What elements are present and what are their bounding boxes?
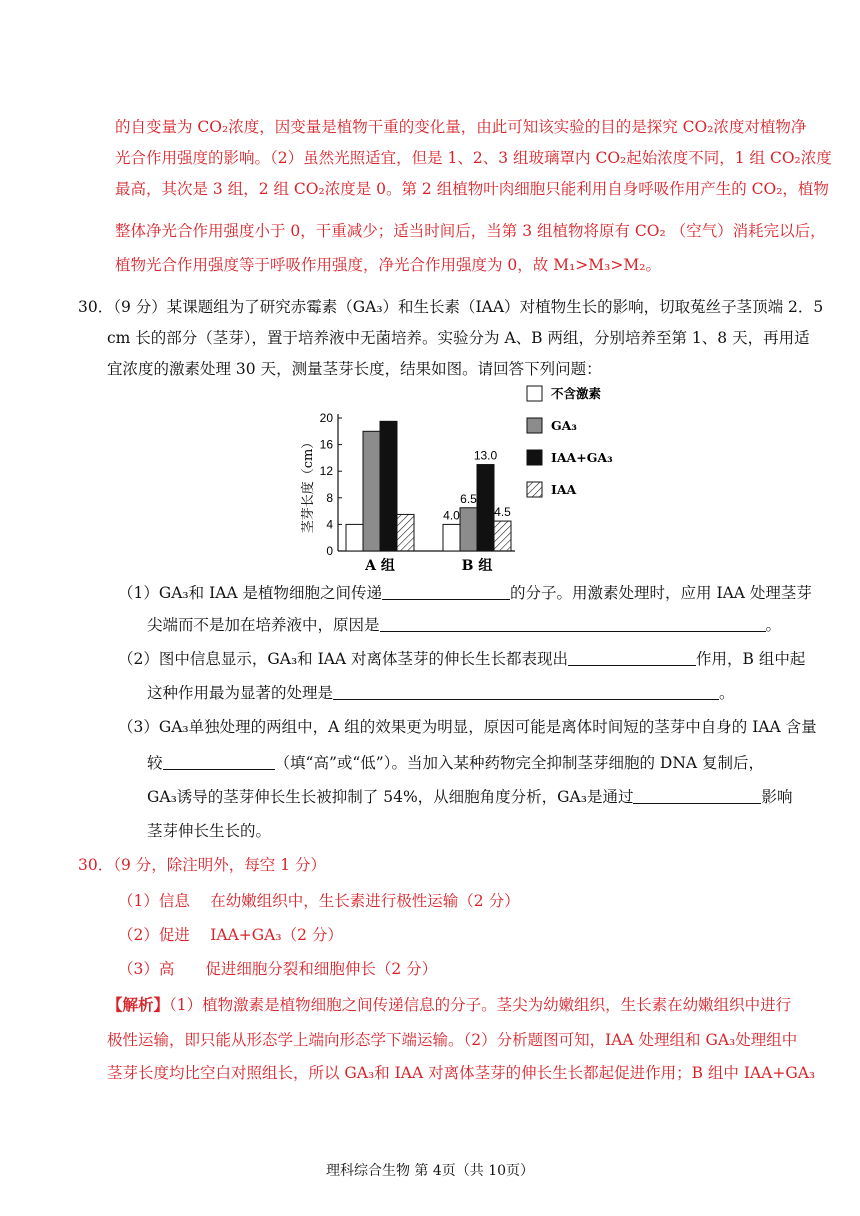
x-category-label: A 组 [365, 558, 395, 574]
q3-blank-2[interactable] [633, 788, 761, 804]
q3-text-c: （填“高”或“低”）。当加入某种药物完全抑制茎芽细胞的 DNA 复制后， [274, 754, 765, 772]
bar-b-0 [443, 524, 460, 551]
question-line-1: 30．（9 分）某课题组为了研究赤霉素（GA₃）和生长素（IAA）对植物生长的影响，切取菟丝子茎顶端 2．5 [78, 298, 824, 316]
bar-a-3 [397, 514, 414, 551]
y-tick-label: 20 [319, 411, 333, 425]
bar-a-0 [346, 524, 363, 551]
legend-swatch [527, 482, 542, 497]
answer-3: （3）高 促进细胞分裂和细胞伸长（2 分） [118, 960, 438, 978]
q1-text-b: 的分子。用激素处理时，应用 IAA 处理茎芽 [510, 584, 812, 602]
question-line-2: cm 长的部分（茎芽），置于培养液中无菌培养。实验分为 A、B 两组，分别培养至第 1、8 天，再用适 [107, 329, 810, 347]
legend-label: GA₃ [551, 418, 577, 433]
question-line-3: 宜浓度的激素处理 30 天，测量茎芽长度，结果如图。请回答下列问题： [107, 360, 602, 378]
q3-text-d: GA₃诱导的茎芽伸长生长被抑制了 54%，从细胞角度分析，GA₃是通过 [147, 788, 634, 806]
q1-blank-1[interactable] [382, 584, 510, 600]
x-category-label: B 组 [461, 558, 493, 574]
bar-a-2 [380, 421, 397, 551]
q3-text-b: 较 [147, 754, 163, 772]
q3-blank-1[interactable] [163, 754, 275, 770]
explanation-line-3: 茎芽长度均比空白对照组长，所以 GA₃和 IAA 对离体茎芽的伸长生长都起促进作用；B 组中 IAA+GA₃ [107, 1064, 816, 1082]
q1-line-2 [147, 614, 781, 636]
q1-blank-2[interactable] [380, 616, 766, 632]
q3-line-2 [147, 752, 764, 774]
bar-data-label: 4.0 [443, 508, 460, 523]
y-axis-label: 茎芽长度（cm） [301, 435, 316, 534]
y-tick-label: 4 [326, 517, 333, 532]
prev-answer-line-3: 最高，其次是 3 组，2 组 CO₂浓度是 0。第 2 组植物叶肉细胞只能利用自身呼吸作用产生的 CO₂，植物 [115, 180, 829, 198]
q2-text-b: 作用，B 组中起 [696, 650, 806, 668]
q3-text-e: 影响 [761, 788, 793, 806]
explanation-line-2: 极性运输，即只能从形态学上端向形态学下端运输。（2）分析题图可知，IAA 处理组和 GA₃处理组中 [107, 1031, 798, 1049]
q1-line-1 [118, 582, 812, 604]
y-tick-label: 16 [319, 437, 333, 452]
q1-text-c: 尖端而不是加在培养液中，原因是 [147, 616, 380, 634]
answer-1: （1）信息 在幼嫩组织中，生长素进行极性运输（2 分） [118, 892, 520, 910]
q2-text-a: （2）图中信息显示，GA₃和 IAA 对离体茎芽的伸长生长都表现出 [118, 650, 569, 668]
prev-answer-line-1: 的自变量为 CO₂浓度，因变量是植物干重的变化量，由此可知该实验的目的是探究 CO₂浓度对植物净 [115, 118, 807, 136]
explanation-tag: 【解析】 [107, 995, 170, 1014]
prev-answer-line-4: 整体净光合作用强度小于 0，干重减少；适当时间后，当第 3 组植物将原有 CO₂ （空气）消耗完以后， [115, 222, 826, 240]
q3-line-4: 茎芽伸长生长的。 [147, 822, 272, 840]
q1-text-a: （1）GA₃和 IAA 是植物细胞之间传递 [118, 584, 383, 602]
bar-data-label: 6.5 [460, 491, 477, 506]
q2-blank-1[interactable] [568, 650, 696, 666]
explanation-line-1 [107, 994, 791, 1016]
q2-line-1 [118, 648, 805, 670]
bar-data-label: 13.0 [473, 448, 498, 463]
q2-text-d: 。 [719, 684, 735, 702]
prev-answer-line-5: 植物光合作用强度等于呼吸作用强度，净光合作用强度为 0，故 M₁>M₃>M₂。 [115, 256, 661, 274]
q2-line-2 [147, 682, 735, 704]
q2-blank-2[interactable] [333, 684, 719, 700]
legend-swatch [527, 386, 542, 401]
answer-title: 30．（9 分，除注明外，每空 1 分） [78, 856, 326, 874]
q3-line-3 [147, 786, 792, 808]
y-tick-label: 8 [326, 490, 333, 505]
answer-2: （2）促进 IAA+GA₃（2 分） [118, 926, 343, 944]
y-tick-label: 12 [319, 464, 333, 479]
q2-text-c: 这种作用最为显著的处理是 [147, 684, 334, 702]
legend-swatch [527, 418, 542, 433]
q3-line-1: （3）GA₃单独处理的两组中，A 组的效果更为明显，原因可能是离体时间短的茎芽中自身的 IAA 含量 [118, 718, 817, 736]
explanation-text-1: （1）植物激素是植物细胞之间传递信息的分子。茎尖为幼嫩组织，生长素在幼嫩组织中进行 [169, 996, 792, 1014]
bar-b-3 [494, 521, 511, 551]
page-footer: 理科综合生物 第 4页（共 10页） [325, 1163, 535, 1179]
y-tick-label: 0 [326, 544, 333, 558]
bar-data-label: 4.5 [494, 505, 511, 520]
bar-a-1 [363, 431, 380, 551]
bar-b-2 [477, 465, 494, 551]
legend-label: 不含激素 [551, 386, 602, 401]
legend-label: IAA [551, 482, 577, 497]
legend-label: IAA+GA₃ [551, 450, 613, 465]
legend-swatch [527, 450, 542, 465]
q1-text-d: 。 [765, 616, 782, 634]
prev-answer-line-2: 光合作用强度的影响。（2）虽然光照适宜，但是 1、2、3 组玻璃罩内 CO₂起始浓度不同，1 组 CO₂浓度 [115, 149, 832, 167]
bar-chart [290, 378, 620, 578]
bar-b-1 [460, 508, 477, 551]
